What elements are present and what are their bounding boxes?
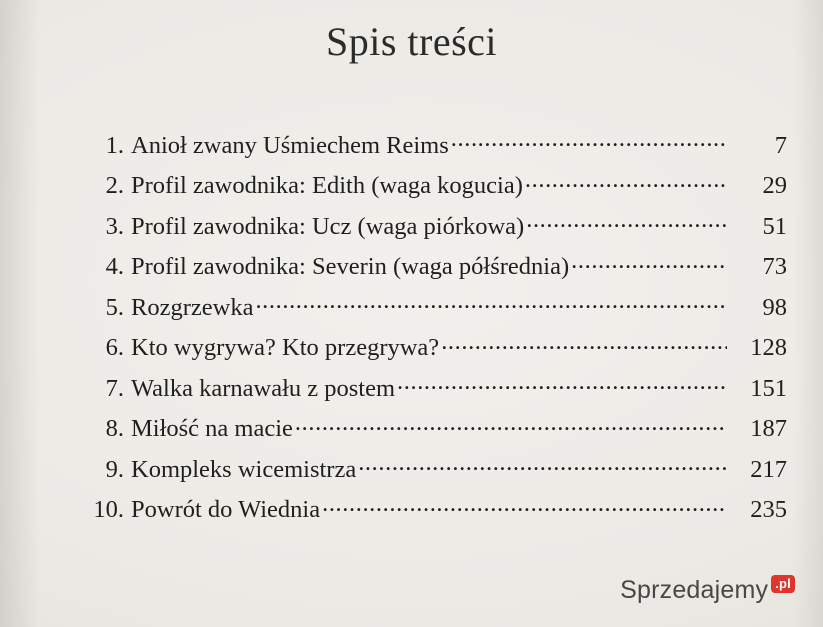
list-item [92, 371, 799, 401]
entry-title: Profil zawodnika: Edith (waga kogucia) [131, 172, 523, 199]
entry-number: 9. [105, 455, 124, 483]
entry-page-number: 235 [750, 496, 787, 523]
list-item [92, 250, 799, 280]
entry-title: Miłość na macie [131, 415, 293, 442]
entry-title: Profil zawodnika: Ucz (waga piórkowa) [131, 212, 525, 240]
dot-leader [322, 493, 727, 518]
watermark-badge: .pl [771, 575, 795, 593]
dot-leader [451, 128, 727, 153]
entry-number: 1. [105, 131, 124, 159]
table-of-contents [92, 128, 799, 533]
list-item [92, 331, 799, 361]
entry-title: Rozgrzewka [131, 293, 254, 321]
entry-title: Kompleks wicemistrza [131, 455, 357, 483]
list-item [92, 452, 799, 482]
entry-number: 10. [93, 496, 124, 523]
entry-page-number: 29 [762, 172, 787, 199]
watermark-text: Sprzedajemy [620, 576, 769, 604]
entry-title: Kto wygrywa? Kto przegrywa? [131, 334, 440, 361]
dot-leader [255, 290, 727, 315]
dot-leader [295, 412, 727, 437]
entry-page-number: 151 [750, 374, 787, 402]
entry-page-number: 51 [762, 212, 787, 240]
entry-number: 8. [105, 415, 124, 442]
entry-page-number: 187 [750, 415, 787, 442]
dot-leader [397, 371, 727, 396]
entry-page-number: 217 [750, 455, 787, 483]
list-item [92, 290, 799, 320]
dot-leader [526, 209, 727, 234]
entry-number: 5. [105, 293, 124, 321]
list-item [92, 169, 799, 199]
entry-title: Walka karnawału z postem [131, 374, 396, 402]
entry-title: Anioł zwany Uśmiechem Reims [131, 131, 449, 159]
entry-number: 4. [105, 253, 124, 280]
dot-leader [441, 331, 727, 356]
dot-leader [525, 169, 727, 194]
entry-number: 6. [105, 334, 124, 361]
entry-page-number: 73 [762, 253, 787, 280]
page-title: Spis treści [325, 19, 498, 64]
entry-number: 3. [105, 212, 124, 240]
dot-leader [358, 452, 727, 477]
list-item [92, 128, 799, 158]
entry-number: 2. [105, 172, 124, 199]
dot-leader [571, 250, 727, 275]
entry-page-number: 98 [762, 293, 787, 321]
list-item [92, 412, 799, 442]
entry-page-number: 128 [750, 334, 787, 361]
list-item [92, 209, 799, 239]
entry-title: Profil zawodnika: Severin (waga półśrednia) [131, 253, 570, 280]
entry-page-number: 7 [774, 131, 787, 159]
list-item [92, 493, 799, 523]
entry-title: Powrót do Wiednia [131, 496, 321, 523]
site-watermark [620, 576, 795, 605]
entry-number: 7. [105, 374, 124, 402]
